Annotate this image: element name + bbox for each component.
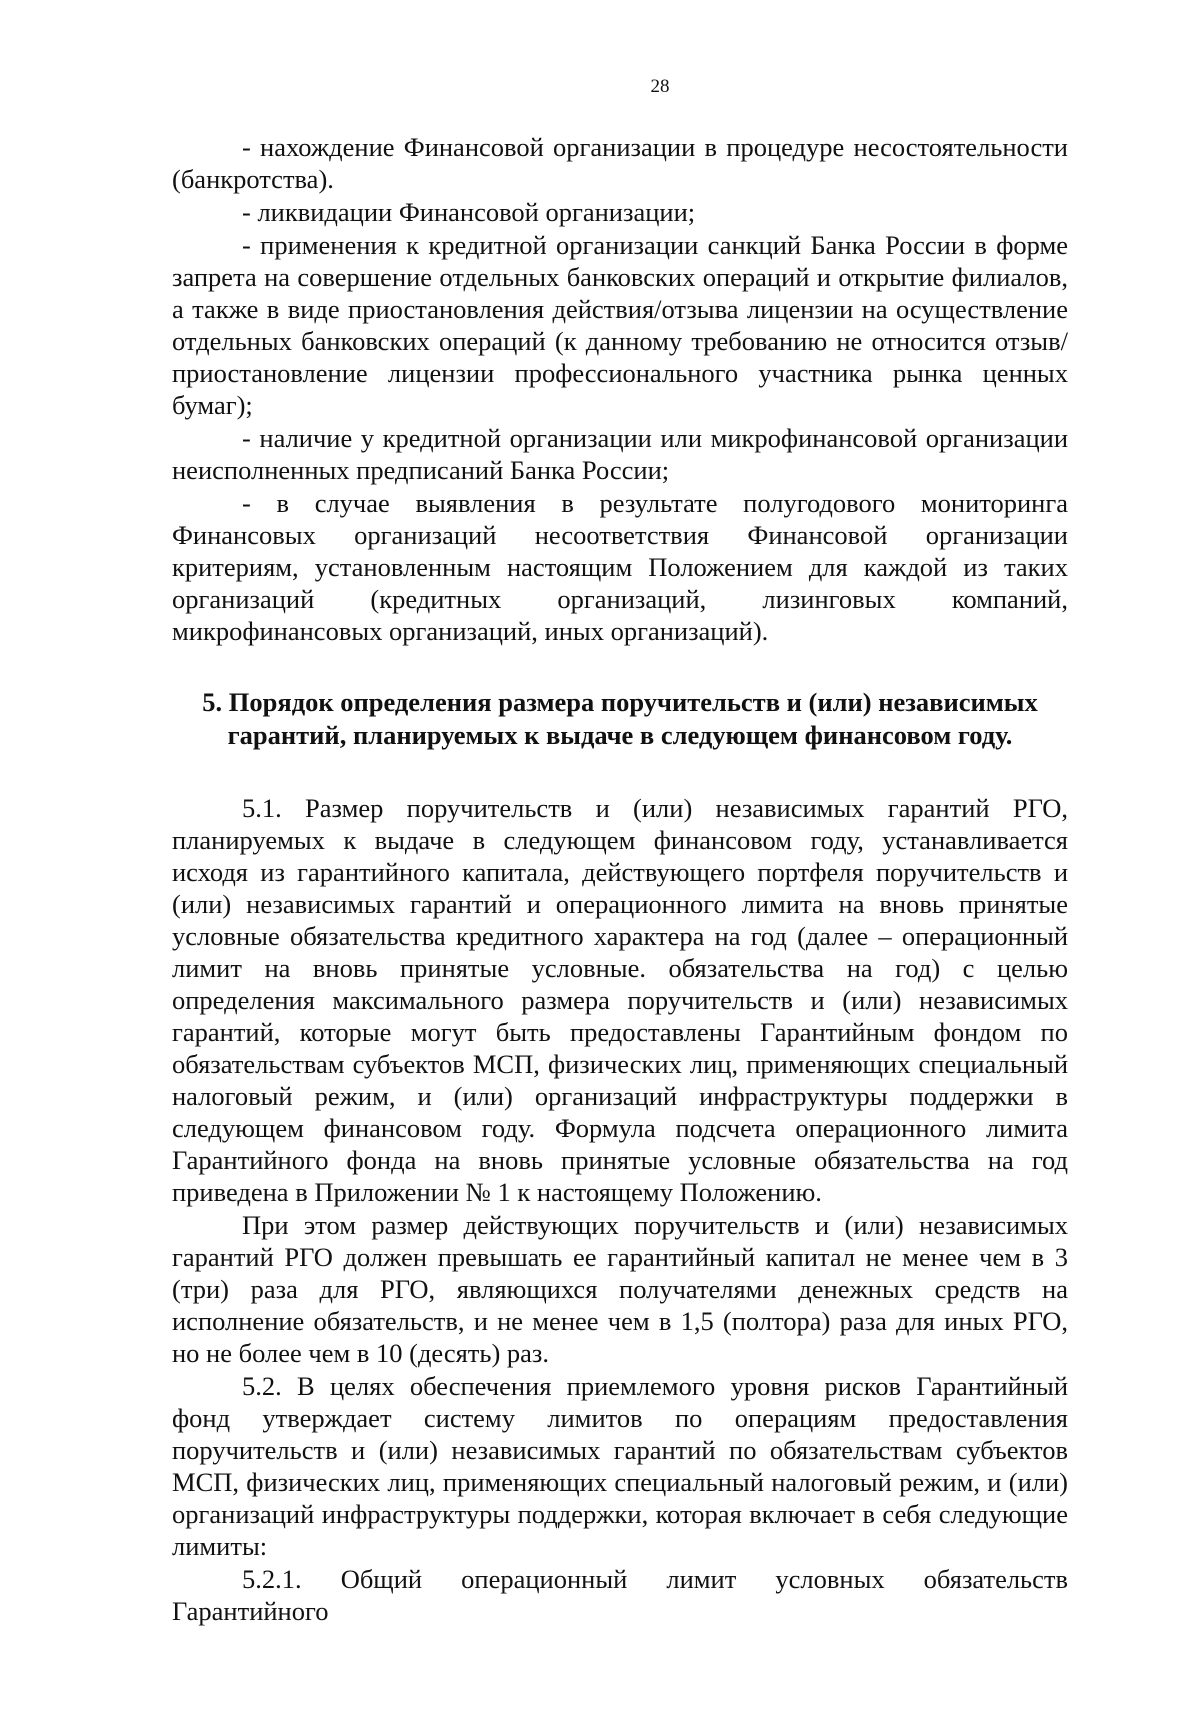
document-body bbox=[172, 131, 1068, 1627]
page-number: 28 bbox=[650, 76, 670, 97]
bullet-item: - наличие у кредитной организации или микрофинансовой организации неисполненных предписаний Банка России; bbox=[172, 423, 1068, 485]
bullet-item: - в случае выявления в результате полугодового мониторинга Финансовых организаций несоответствия Финансовой организации критериям, установленным настоящим Положением для каждой из таких организаций (кредитных организаций, лизинговых компаний, микрофинансовых организаций, иных организаций). bbox=[172, 488, 1068, 646]
bullet-item: - нахождение Финансовой организации в процедуре несостоятельности (банкротства). bbox=[172, 132, 1068, 194]
paragraph-5-1-continued: При этом размер действующих поручительств и (или) независимых гарантий РГО должен превышать ее гарантийный капитал не менее чем в 3 (три) раза для РГО, являющихся получателями денежных средств на исполнение обязательств, и не менее чем в 1,5 (полтора) раза для иных РГО, но не более чем в 10 (десять) раз. bbox=[172, 1210, 1068, 1368]
paragraph-5-2: 5.2. В целях обеспечения приемлемого уровня рисков Гарантийный фонд утверждает систему лимитов по операциям предоставления поручительств и (или) независимых гарантий по обязательствам субъектов МСП, физических лиц, применяющих специальный налоговый режим, и (или) организаций инфраструктуры поддержки, которая включает в себя следующие лимиты: bbox=[172, 1371, 1068, 1561]
paragraph-5-1: 5.1. Размер поручительств и (или) независимых гарантий РГО, планируемых к выдаче в следующем финансовом году, устанавливается исходя из гарантийного капитала, действующего портфеля поручительств и (или) независимых гарантий и операционного лимита на вновь принятые условные обязательства кредитного характера на год (далее – операционный лимит на вновь принятые условные. обязательства на год) с целью определения максимального размера поручительств и (или) независимых гарантий, которые могут быть предоставлены Гарантийным фондом по обязательствам субъектов МСП, физических лиц, применяющих специальный налоговый режим, и (или) организаций инфраструктуры поддержки в следующем финансовом году. Формула подсчета операционного лимита Гарантийного фонда на вновь принятые условные обязательства на год приведена в Приложении № 1 к настоящему Положению. bbox=[172, 793, 1068, 1207]
paragraph-5-2-1: 5.2.1. Общий операционный лимит условных обязательств Гарантийного bbox=[172, 1564, 1068, 1626]
bullet-item: - ликвидации Финансовой организации; bbox=[242, 197, 696, 227]
bullet-item: - применения к кредитной организации санкций Банка России в форме запрета на совершение отдельных банковских операций и открытие филиалов, а также в виде приостановления действия/отзыва лицензии на осуществление отдельных банковских операций (к данному требованию не относится отзыв/приостановление лицензии профессионального участника рынка ценных бумаг); bbox=[172, 230, 1068, 420]
section-heading: 5. Порядок определения размера поручительств и (или) независимых гарантий, планируемых к выдаче в следующем финансовом году. bbox=[202, 687, 1038, 750]
